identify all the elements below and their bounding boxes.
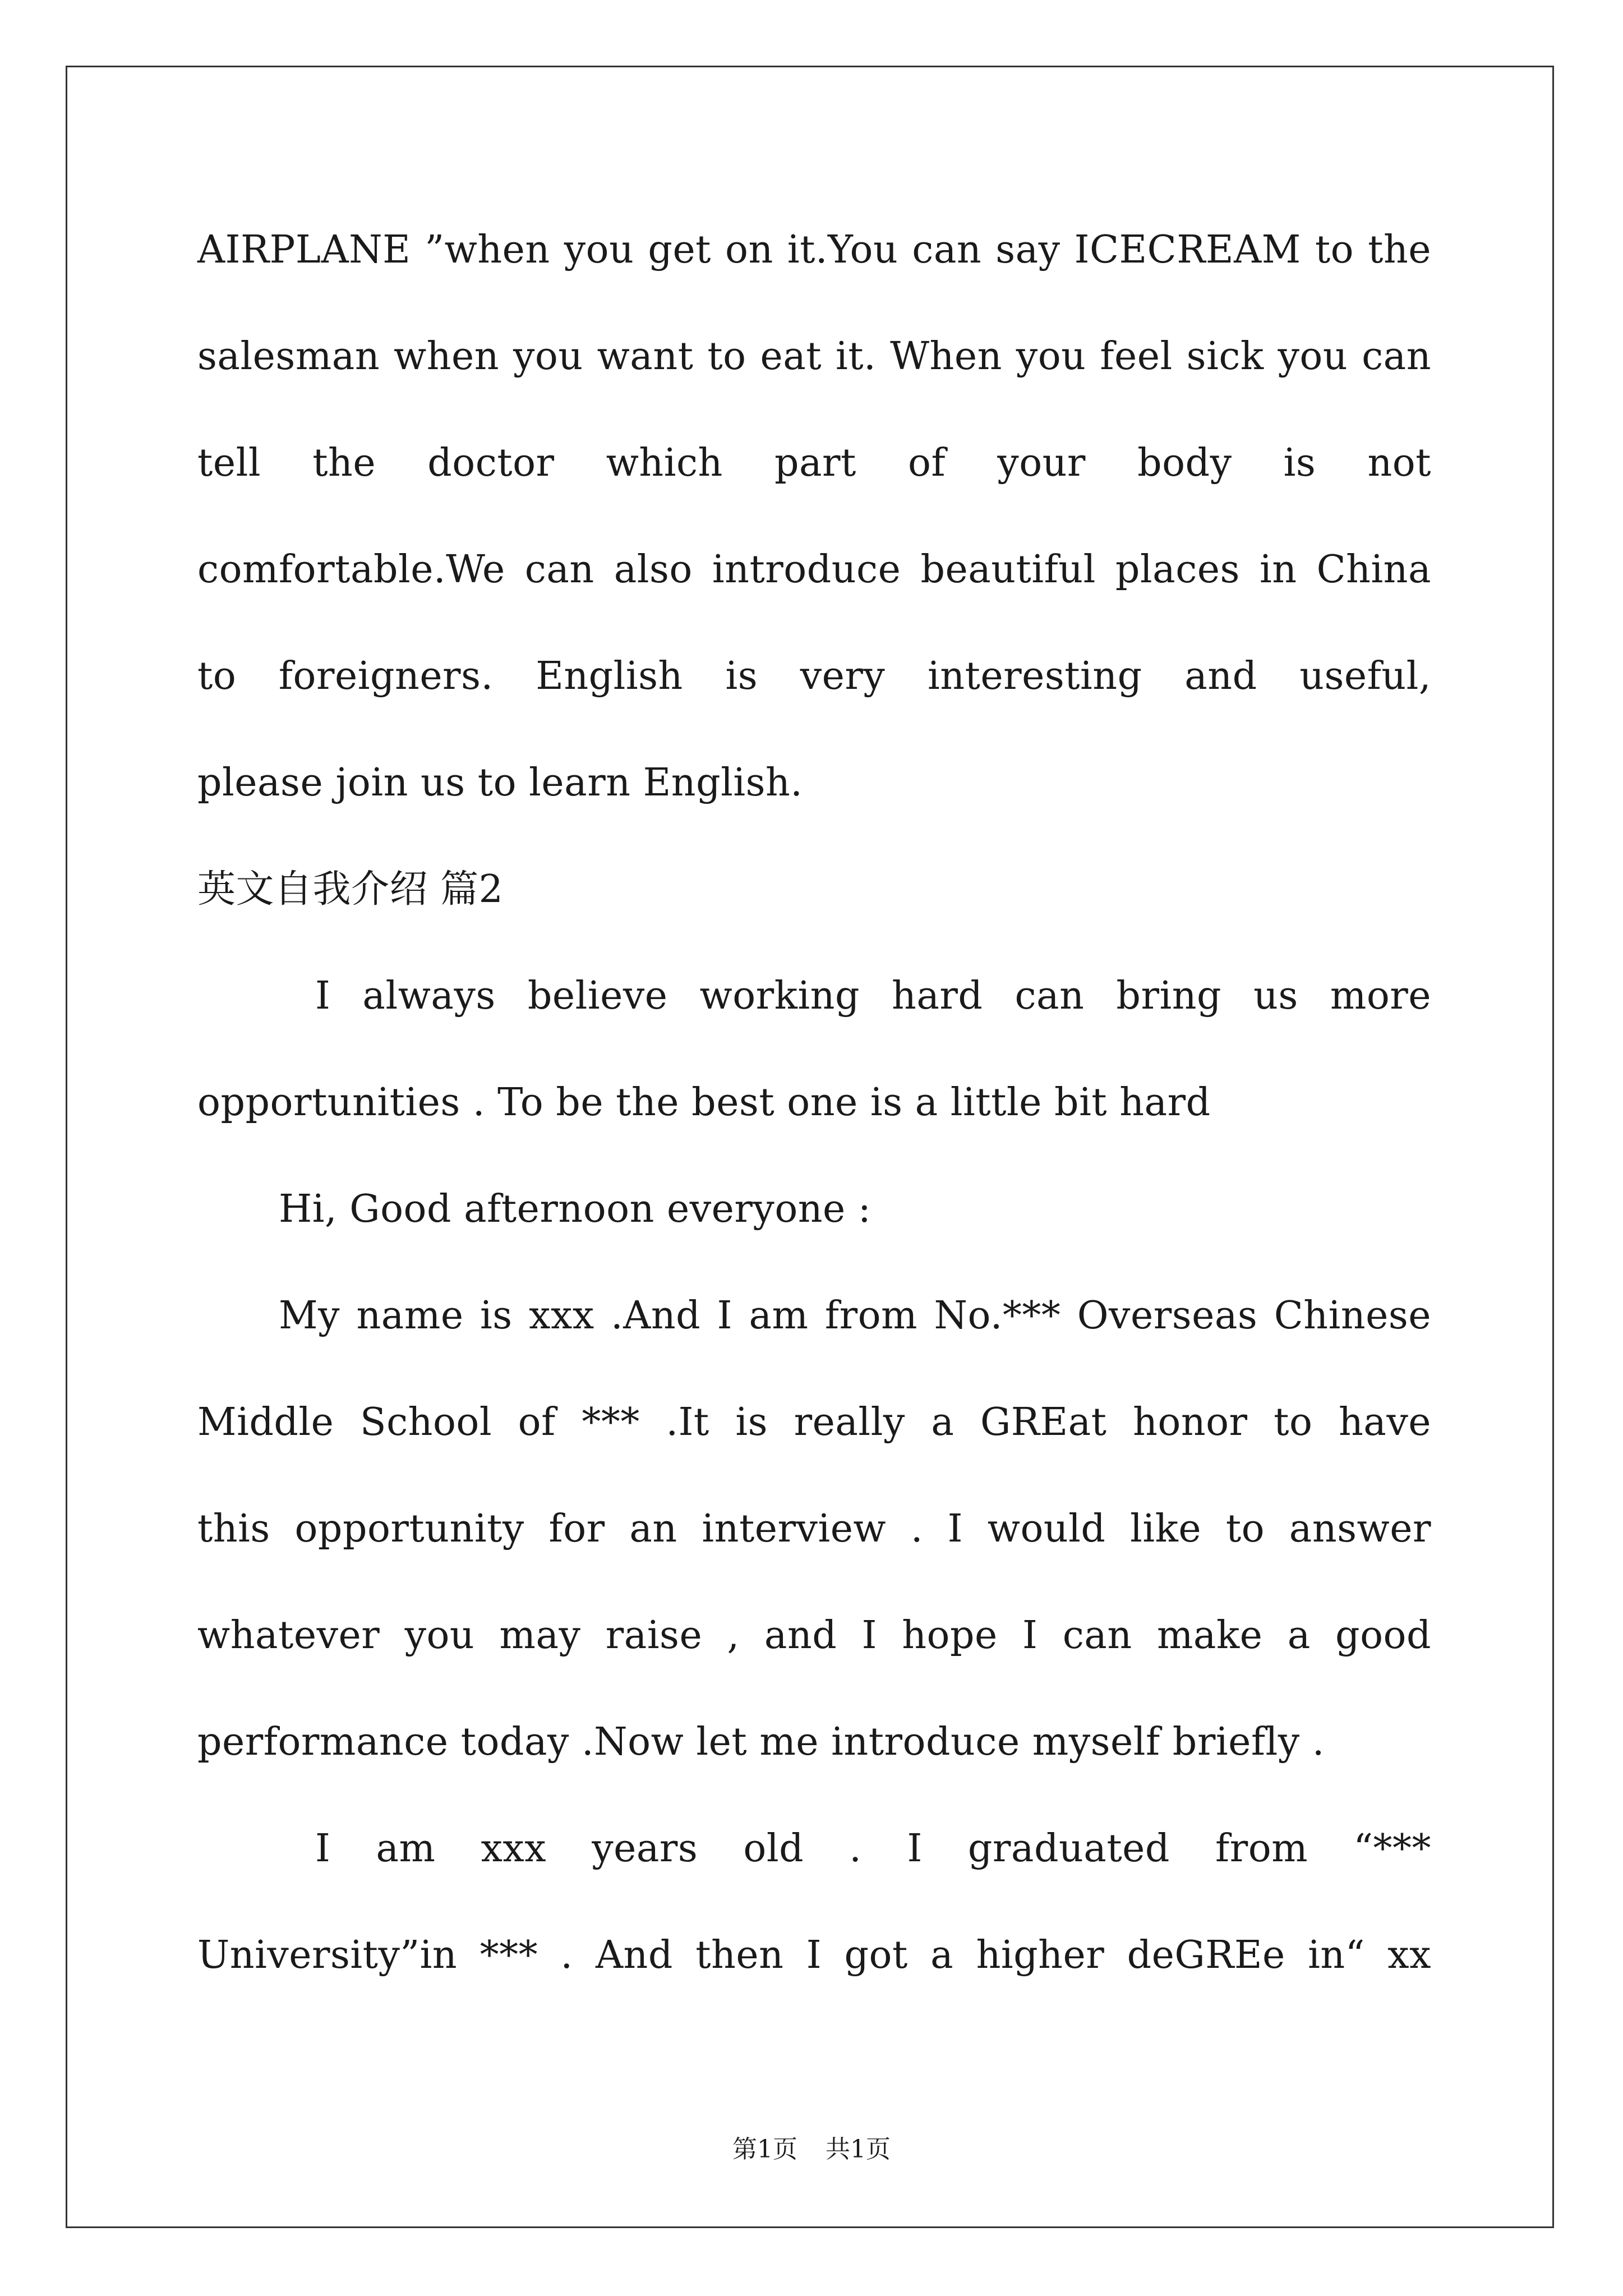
text-line-8: I always believe working hard can bring us more bbox=[315, 974, 1431, 1018]
text-line-10: Hi, Good afternoon everyone : bbox=[279, 1187, 872, 1231]
text-line-11: My name is xxx .And I am from No.*** Overseas Chinese bbox=[279, 1294, 1431, 1338]
text-line-16: I am xxx years old . I graduated from “*** bbox=[315, 1826, 1431, 1871]
text-line-1: AIRPLANE ”when you get on it.You can say ICECREAM to the bbox=[197, 228, 1431, 272]
text-line-2: salesman when you want to eat it. When you feel sick you can bbox=[197, 334, 1431, 379]
text-line-9: opportunities . To be the best one is a little bit hard bbox=[197, 1080, 1211, 1125]
text-line-13: this opportunity for an interview . I would like to answer bbox=[197, 1507, 1431, 1551]
text-line-4: comfortable.We can also introduce beautiful places in China bbox=[197, 547, 1431, 592]
text-line-12: Middle School of *** .It is really a GREat honor to have bbox=[197, 1400, 1431, 1444]
page-border bbox=[66, 66, 1554, 2228]
text-line-3: tell the doctor which part of your body is not bbox=[197, 441, 1431, 485]
page-number-current: 第1页 bbox=[732, 2135, 797, 2164]
text-line-15: performance today .Now let me introduce myself briefly . bbox=[197, 1720, 1325, 1764]
page-number-total: 共1页 bbox=[826, 2135, 891, 2164]
text-line-6: please join us to learn English. bbox=[197, 761, 803, 805]
text-line-17: University”in *** . And then I got a higher deGREe in“ xx bbox=[197, 1933, 1431, 1977]
section-heading: 英文自我介绍 篇2 bbox=[197, 867, 504, 912]
page-footer bbox=[0, 2129, 1623, 2165]
text-line-14: whatever you may raise , and I hope I can make a good bbox=[197, 1613, 1431, 1658]
text-line-5: to foreigners. English is very interesting and useful, bbox=[197, 654, 1431, 698]
